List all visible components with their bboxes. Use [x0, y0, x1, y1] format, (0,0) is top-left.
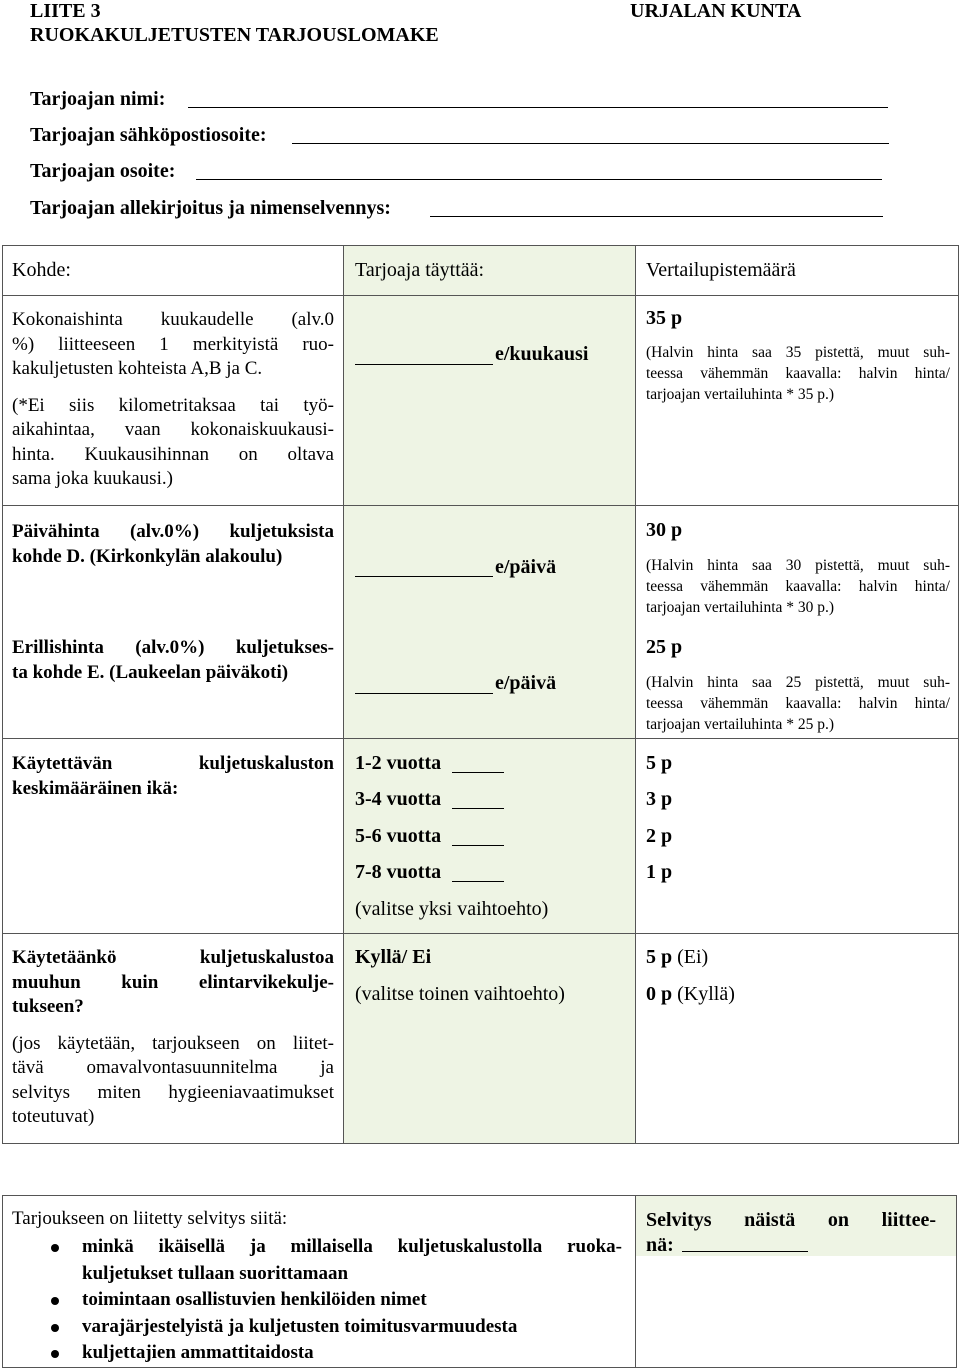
attachments-list: [12, 1234, 622, 1367]
attachment-location-field[interactable]: [682, 1251, 808, 1252]
monthly-price-field[interactable]: [355, 364, 493, 365]
daily-price-field-e[interactable]: [355, 693, 493, 694]
age-option-1-2: 1-2 vuotta: [355, 752, 442, 774]
age-option-7-8: 7-8 vuotta: [355, 861, 442, 883]
row2-points: 30 p: [646, 519, 683, 541]
age-option-1-2-field[interactable]: [452, 772, 504, 773]
unit-per-day-e: e/päivä: [495, 672, 557, 694]
attachment-label: LIITE 3: [30, 0, 101, 22]
offeror-name-label: Tarjoajan nimi:: [30, 88, 166, 110]
attachment-item: toimintaan osallistuvien henkilöiden nimet: [12, 1287, 622, 1314]
attachment-item: kuljettajien ammattitaidosta: [12, 1340, 622, 1367]
offeror-signature-field[interactable]: [430, 216, 883, 217]
age-option-5-6: 5-6 vuotta: [355, 825, 442, 847]
row2-points-note: (Halvin hinta saa 30 pistettä, muut suh- teessa vähemmän kaavalla: halvin hinta/ tarjoajan vertailuhinta * 30 p.): [646, 557, 950, 616]
age-option-5-6-field[interactable]: [452, 845, 504, 846]
age-points-1-2: 5 p: [646, 752, 673, 774]
row4-description: Käytettävän kuljetuskaluston keskimääräinen ikä:: [12, 753, 334, 799]
offeror-email-label: Tarjoajan sähköpostiosoite:: [30, 124, 267, 146]
reuse-points-no: 5 p (Ei): [646, 946, 709, 968]
offeror-address-label: Tarjoajan osoite:: [30, 160, 176, 182]
age-points-7-8: 1 p: [646, 861, 673, 883]
row3-points-note: (Halvin hinta saa 25 pistettä, muut suh- teessa vähemmän kaavalla: halvin hinta/ tarjoajan vertailuhinta * 25 p.): [646, 674, 950, 733]
unit-per-month: e/kuukausi: [495, 343, 589, 365]
bullet-icon: [51, 1324, 59, 1332]
age-option-3-4-field[interactable]: [452, 808, 504, 809]
attachments-intro: Tarjoukseen on liitetty selvitys siitä:: [12, 1208, 288, 1229]
form-title: RUOKAKULJETUSTEN TARJOUSLOMAKE: [30, 24, 439, 46]
column-header-points: Vertailupistemäärä: [646, 259, 796, 281]
row1-points: 35 p: [646, 307, 683, 329]
age-option-3-4: 3-4 vuotta: [355, 788, 442, 810]
reuse-points-yes: 0 p (Kyllä): [646, 983, 735, 1005]
age-points-3-4: 3 p: [646, 788, 673, 810]
row2-description: Päivähinta (alv.0%) kuljetuksista kohde D. (Kirkonkylän alakoulu): [12, 521, 334, 567]
row1-points-note: (Halvin hinta saa 35 pistettä, muut suh- teessa vähemmän kaavalla: halvin hinta/ tarjoajan vertailuhinta * 35 p.): [646, 344, 950, 403]
bullet-icon: [51, 1297, 59, 1305]
age-option-7-8-field[interactable]: [452, 881, 504, 882]
row3-points: 25 p: [646, 636, 683, 658]
municipality-name: URJALAN KUNTA: [630, 0, 802, 22]
attachment-item: varajärjestelyistä ja kuljetusten toimitusvarmuudesta: [12, 1314, 622, 1341]
bullet-icon: [51, 1244, 59, 1252]
daily-price-field-d[interactable]: [355, 576, 493, 577]
bullet-icon: [51, 1350, 59, 1358]
offeror-email-field[interactable]: [292, 143, 889, 144]
row5-description: Käytetäänkö kuljetuskalustoa muuhun kuin elintarvikekulje- tukseen? (jos käytetään, tarjoukseen on liitet- tävä omavalvontasuunnitelma ja selvitys miten hygieeniavaatimukset toteutuvat): [12, 947, 334, 1127]
attachment-item: minkä ikäisellä ja millaisella kuljetuskalustolla ruoka- kuljetukset tullaan suorittamaan: [12, 1234, 622, 1287]
attachment-location-text: Selvitys näistä on liittee- nä:: [646, 1209, 936, 1256]
offeror-signature-label: Tarjoajan allekirjoitus ja nimenselvennys:: [30, 197, 391, 219]
offeror-address-field[interactable]: [196, 179, 882, 180]
offeror-fill-column: [343, 245, 635, 1143]
unit-per-day-d: e/päivä: [495, 556, 557, 578]
column-header-kohde: Kohde:: [12, 259, 71, 281]
yes-no-answer[interactable]: Kyllä/ Ei: [355, 946, 432, 968]
row3-description: Erillishinta (alv.0%) kuljetukses- ta kohde E. (Laukeelan päiväkoti): [12, 637, 334, 683]
age-choose-note: (valitse yksi vaihtoehto): [355, 898, 549, 920]
column-header-offeror: Tarjoaja täyttää:: [355, 259, 485, 281]
offeror-name-field[interactable]: [188, 107, 888, 108]
row1-description: Kokonaishinta kuukaudelle (alv.0 %) liitteeseen 1 merkityistä ruo- kakuljetusten kohteista A,B ja C. (*Ei siis kilometritaksaa tai työ- aikahintaa, vaan kokonaiskuukausi- hinta. Kuukausihinnan on oltava sama joka kuukausi.): [12, 309, 334, 489]
age-points-5-6: 2 p: [646, 825, 673, 847]
yes-no-choose-note: (valitse toinen vaihtoehto): [355, 983, 565, 1005]
